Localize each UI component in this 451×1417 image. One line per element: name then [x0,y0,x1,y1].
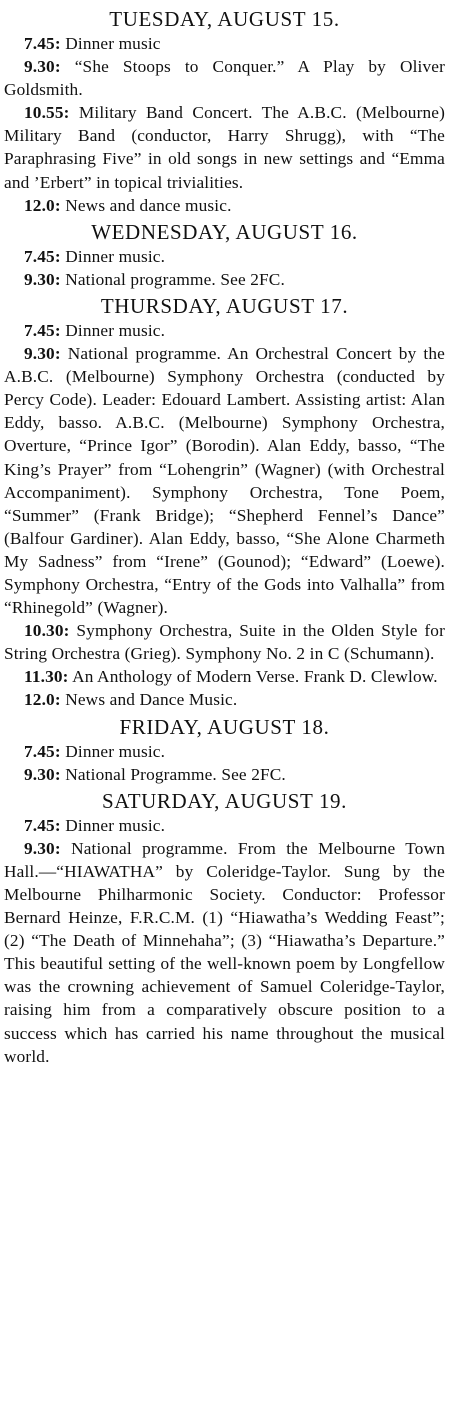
entry-text: An Anthology of Modern Verse. Frank D. Clewlow. [72,667,438,687]
entry-text: National programme. See 2FC. [65,269,285,289]
programme-entry [4,319,445,342]
day-section-tuesday [4,6,445,217]
day-heading: TUESDAY, AUGUST 15. [109,7,340,31]
programme-entry [4,665,445,688]
entry-text: Dinner music. [65,741,166,761]
day-heading: FRIDAY, AUGUST 18. [119,714,330,739]
entry-time: 10.55: [24,103,70,123]
programme-entry [4,740,445,763]
programme-entry [4,101,445,193]
programme-entry [4,32,445,55]
entry-time: 7.45: [24,246,61,266]
entry-time: 12.0: [24,195,61,215]
programme-entry [4,342,445,619]
programme-entry [4,619,445,665]
entry-time: 9.30: [24,838,61,858]
day-section-saturday [4,788,445,1068]
entry-time: 7.45: [24,815,61,835]
programme-entry [4,688,445,711]
day-heading: SATURDAY, AUGUST 19. [101,788,347,813]
entry-text: Dinner music. [65,246,166,266]
entry-text: Symphony Orchestra, Suite in the Olden Style for String Orchestra (Grieg). Symphony No. 2 in C (Schumann). [4,621,445,664]
entry-text: News and dance music. [65,195,232,215]
entry-time: 9.30: [24,764,61,784]
day-heading: THURSDAY, AUGUST 17. [100,293,349,318]
entry-time: 9.30: [24,344,61,364]
entry-text: National programme. An Orchestral Concert by the A.B.C. (Melbourne) Symphony Orchestra (conducted by Percy Code). Leader: Edouard Lambert. Assisting artist: Alan Eddy, basso. A.B.C. (Melbourne) Symphony Orchestra, Overture, “Prince Igor” (Borodin). Alan Eddy, basso, “The King’s Prayer” from “Lohengrin” (Wagner) (with Orchestral Accompaniment). Symphony Orchestra, Tone Poem, “Summer” (Frank Bridge); “Shepherd Fennel’s Dance” (Balfour Gardiner). Alan Eddy, basso, “She Alone Charmeth My Sadness” from “Irene” (Gounod); “Edward” (Loewe). Symphony Orchestra, “Entry of the Gods into Valhalla” from “Rhinegold” (Wagner). [4,344,445,618]
programme-entry [4,814,445,837]
programme-entry [4,268,445,291]
entry-text: Dinner music. [65,815,166,835]
entry-time: 7.45: [24,741,61,761]
entry-time: 11.30: [24,667,69,687]
entry-text: Dinner music. [65,320,166,340]
entry-text: National Programme. See 2FC. [65,764,286,784]
programme-entry [4,763,445,786]
entry-text: Dinner music [65,34,161,53]
programme-entry [4,837,445,1068]
entry-text: Military Band Concert. The A.B.C. (Melbourne) Military Band (conductor, Harry Shrugg), with “The Paraphrasing Five” in old songs in new settings and “Emma and ’Erbert” in topical trivialities. [4,103,445,192]
entry-time: 9.30: [24,57,61,77]
programme-entry [4,245,445,268]
entry-text: National programme. From the Melbourne Town Hall.—“HIAWATHA” by Coleridge-Taylor. Sung by the Melbourne Philharmonic Society. Conductor: Professor Bernard Heinze, F.R.C.M. (1) “Hiawatha’s Wedding Feast”; (2) “The Death of Minnehaha”; (3) “Hiawatha’s Departure.” This beautiful setting of the well-known poem by Longfellow was the crowning achievement of Samuel Coleridge-Taylor, raising him from a comparatively obscure position to a success which has carried his name throughout the musical world. [4,838,445,1066]
entry-time: 12.0: [24,690,61,710]
entry-text: “She Stoops to Conquer.” A Play by Oliver Goldsmith. [4,57,445,100]
day-section-thursday [4,293,445,712]
day-section-friday [4,714,445,786]
entry-time: 10.30: [24,621,70,641]
day-heading: WEDNESDAY, AUGUST 16. [91,219,358,244]
day-section-wednesday [4,219,445,291]
programme-entry [4,194,445,217]
entry-time: 9.30: [24,269,61,289]
entry-time: 7.45: [24,34,61,53]
entry-text: News and Dance Music. [65,690,238,710]
programme-entry [4,55,445,101]
entry-time: 7.45: [24,320,61,340]
